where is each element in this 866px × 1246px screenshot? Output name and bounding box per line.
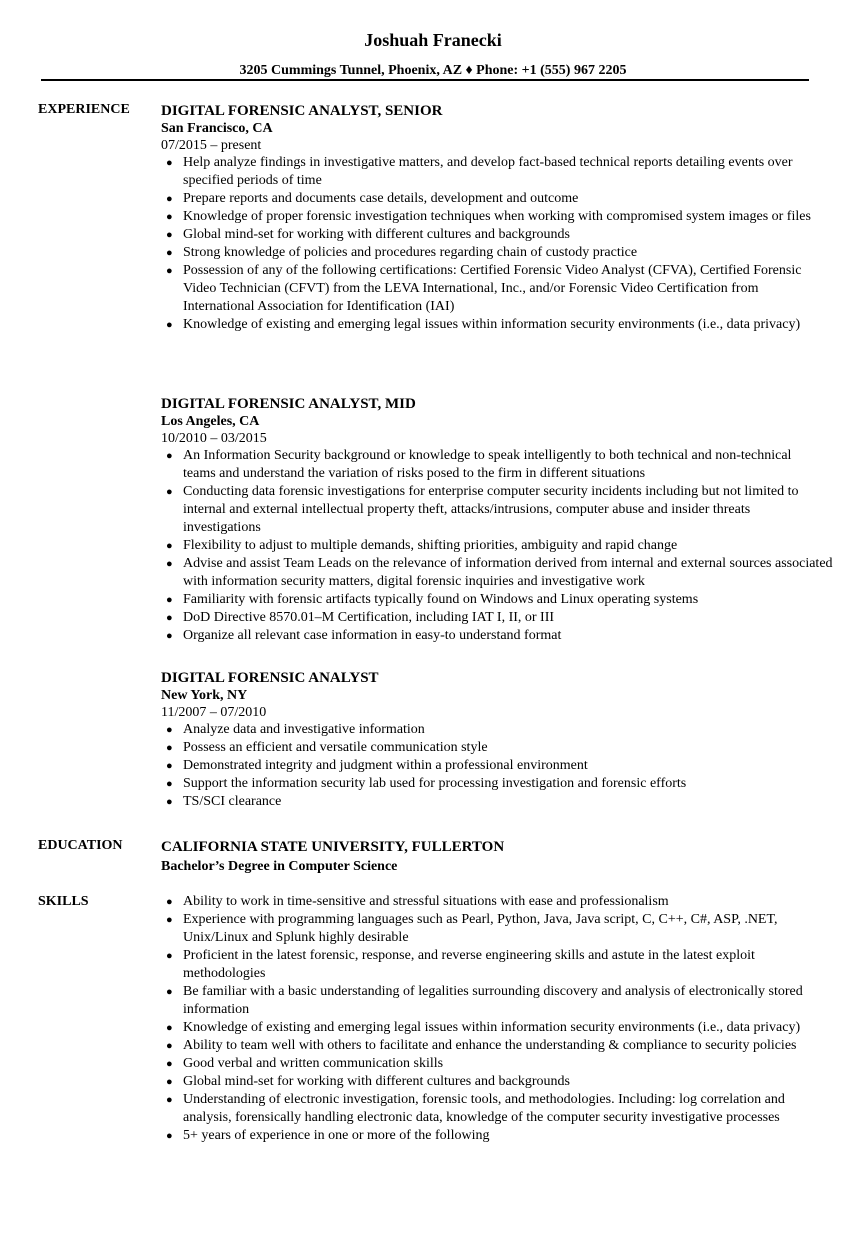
skills-list <box>161 893 821 1145</box>
bullet-icon: ● <box>166 265 173 277</box>
job-dates: 10/2010 – 03/2015 <box>161 431 267 446</box>
bullet-icon: ● <box>166 778 173 790</box>
experience-heading: EXPERIENCE <box>38 102 130 117</box>
skills-list-block <box>161 893 821 1145</box>
school-name: CALIFORNIA STATE UNIVERSITY, FULLERTON <box>161 839 505 855</box>
list-item: ● Familiarity with forensic artifacts typically found on Windows and Linux operating systems <box>166 592 699 607</box>
bullet-icon: ● <box>166 1040 173 1052</box>
bullet-icon: ● <box>166 914 173 926</box>
bullet-icon: ● <box>166 950 173 962</box>
bullet-icon: ● <box>166 796 173 808</box>
bullet-icon: ● <box>166 247 173 259</box>
job-dates: 07/2015 – present <box>161 138 262 153</box>
list-item: ● Possess an efficient and versatile communication style <box>166 740 488 755</box>
bullet-icon: ● <box>166 193 173 205</box>
list-item: ● Support the information security lab used for processing investigation and forensic efforts <box>166 776 687 791</box>
job-bullets <box>161 447 833 645</box>
bullet-icon: ● <box>166 1076 173 1088</box>
bullet-icon: ● <box>166 1094 173 1106</box>
bullet-icon: ● <box>166 540 173 552</box>
education-heading: EDUCATION <box>38 838 123 853</box>
job-dates: 11/2007 – 07/2010 <box>161 705 267 720</box>
bullet-icon: ● <box>166 229 173 241</box>
list-item: ● Ability to team well with others to facilitate and enhance the understanding & compliance to security policies <box>166 1038 797 1053</box>
bullet-icon: ● <box>166 612 173 624</box>
list-item: ● Understanding of electronic investigation, forensic tools, and methodologies. Including: log correlation and analysis, forensically handling electronic data, knowledge of the computer security investigative processes <box>166 1092 785 1125</box>
list-item: ● Demonstrated integrity and judgment within a professional environment <box>166 758 588 773</box>
bullet-icon: ● <box>166 986 173 998</box>
bullet-icon: ● <box>166 742 173 754</box>
bullet-icon: ● <box>166 1022 173 1034</box>
list-item: ● Conducting data forensic investigations for enterprise computer security incidents including but not limited to internal and external intellectual property theft, attacks/intrusions, computer abuse and insider threats investigations <box>166 484 799 535</box>
list-item: ● Proficient in the latest forensic, response, and reverse engineering skills and astute in the latest exploit methodologies <box>166 948 755 981</box>
bullet-icon: ● <box>166 724 173 736</box>
bullet-icon: ● <box>166 630 173 642</box>
bullet-icon: ● <box>166 760 173 772</box>
list-item: ● DoD Directive 8570.01–M Certification, including IAT I, II, or III <box>166 610 555 625</box>
job-bullets <box>161 154 821 334</box>
bullet-icon: ● <box>166 211 173 223</box>
list-item: ● Experience with programming languages such as Pearl, Python, Java, Java script, C, C++, C#, ASP, .NET, Unix/Linux and Splunk highly desirable <box>166 912 778 945</box>
bullet-icon: ● <box>166 558 173 570</box>
bullet-icon: ● <box>166 896 173 908</box>
list-item: ● Good verbal and written communication skills <box>166 1056 444 1071</box>
bullet-icon: ● <box>166 1130 173 1142</box>
list-item: ● Knowledge of existing and emerging legal issues within information security environments (i.e., data privacy) <box>166 317 801 332</box>
list-item: ● Analyze data and investigative information <box>166 722 425 737</box>
list-item: ● Global mind-set for working with different cultures and backgrounds <box>166 1074 570 1089</box>
list-item: ● Organize all relevant case information in easy-to understand format <box>166 628 562 643</box>
bullet-icon: ● <box>166 450 173 462</box>
candidate-name: Joshuah Franecki <box>364 30 502 50</box>
experience-entry-senior <box>161 102 821 334</box>
bullet-icon: ● <box>166 1058 173 1070</box>
job-location: New York, NY <box>161 688 248 703</box>
list-item: ● Prepare reports and documents case details, development and outcome <box>166 191 579 206</box>
list-item: ● Knowledge of proper forensic investigation techniques when working with compromised system images or files <box>166 209 811 224</box>
list-item: ● Ability to work in time-sensitive and stressful situations with ease and professionalism <box>166 894 669 909</box>
list-item: ● TS/SCI clearance <box>166 794 282 809</box>
list-item: ● Strong knowledge of policies and procedures regarding chain of custody practice <box>166 245 638 260</box>
list-item: ● Knowledge of existing and emerging legal issues within information security environments (i.e., data privacy) <box>166 1020 801 1035</box>
job-location: San Francisco, CA <box>161 121 273 136</box>
job-title: DIGITAL FORENSIC ANALYST, SENIOR <box>161 103 443 119</box>
list-item: ● An Information Security background or knowledge to speak intelligently to both technical and non-technical teams and understand the variation of risks posed to the firm in different situations <box>166 448 792 481</box>
bullet-icon: ● <box>166 157 173 169</box>
list-item: ● 5+ years of experience in one or more of the following <box>166 1128 490 1143</box>
bullet-icon: ● <box>166 486 173 498</box>
header-divider <box>41 79 809 81</box>
skills-heading: SKILLS <box>38 894 89 909</box>
list-item: ● Flexibility to adjust to multiple demands, shifting priorities, ambiguity and rapid change <box>166 538 678 553</box>
job-title: DIGITAL FORENSIC ANALYST, MID <box>161 396 416 412</box>
bullet-icon: ● <box>166 594 173 606</box>
education-entry <box>161 838 821 876</box>
contact-line: 3205 Cummings Tunnel, Phoenix, AZ ♦ Phone: +1 (555) 967 2205 <box>239 63 627 78</box>
list-item: ● Possession of any of the following certifications: Certified Forensic Video Analyst (CFVA), Certified Forensic Video Technician (CFVT) from the LEVA International, Inc., and/or Forensic Video Certification from International Association for Identification (IAI) <box>166 263 802 314</box>
job-bullets <box>161 721 821 811</box>
list-item: ● Help analyze findings in investigative matters, and develop fact-based technical reports detailing events over specified periods of time <box>166 155 793 188</box>
experience-entry-analyst <box>161 669 821 811</box>
list-item: ● Be familiar with a basic understanding of legalities surrounding discovery and analysis of electronically stored information <box>166 984 803 1017</box>
list-item: ● Global mind-set for working with different cultures and backgrounds <box>166 227 570 242</box>
job-title: DIGITAL FORENSIC ANALYST <box>161 670 379 686</box>
list-item: ● Advise and assist Team Leads on the relevance of information derived from internal and external sources associated with information security matters, digital forensic inquiries and investigative work <box>166 556 833 589</box>
bullet-icon: ● <box>166 319 173 331</box>
job-location: Los Angeles, CA <box>161 414 260 429</box>
degree-name: Bachelor’s Degree in Computer Science <box>161 859 398 874</box>
experience-entry-mid <box>161 395 833 645</box>
